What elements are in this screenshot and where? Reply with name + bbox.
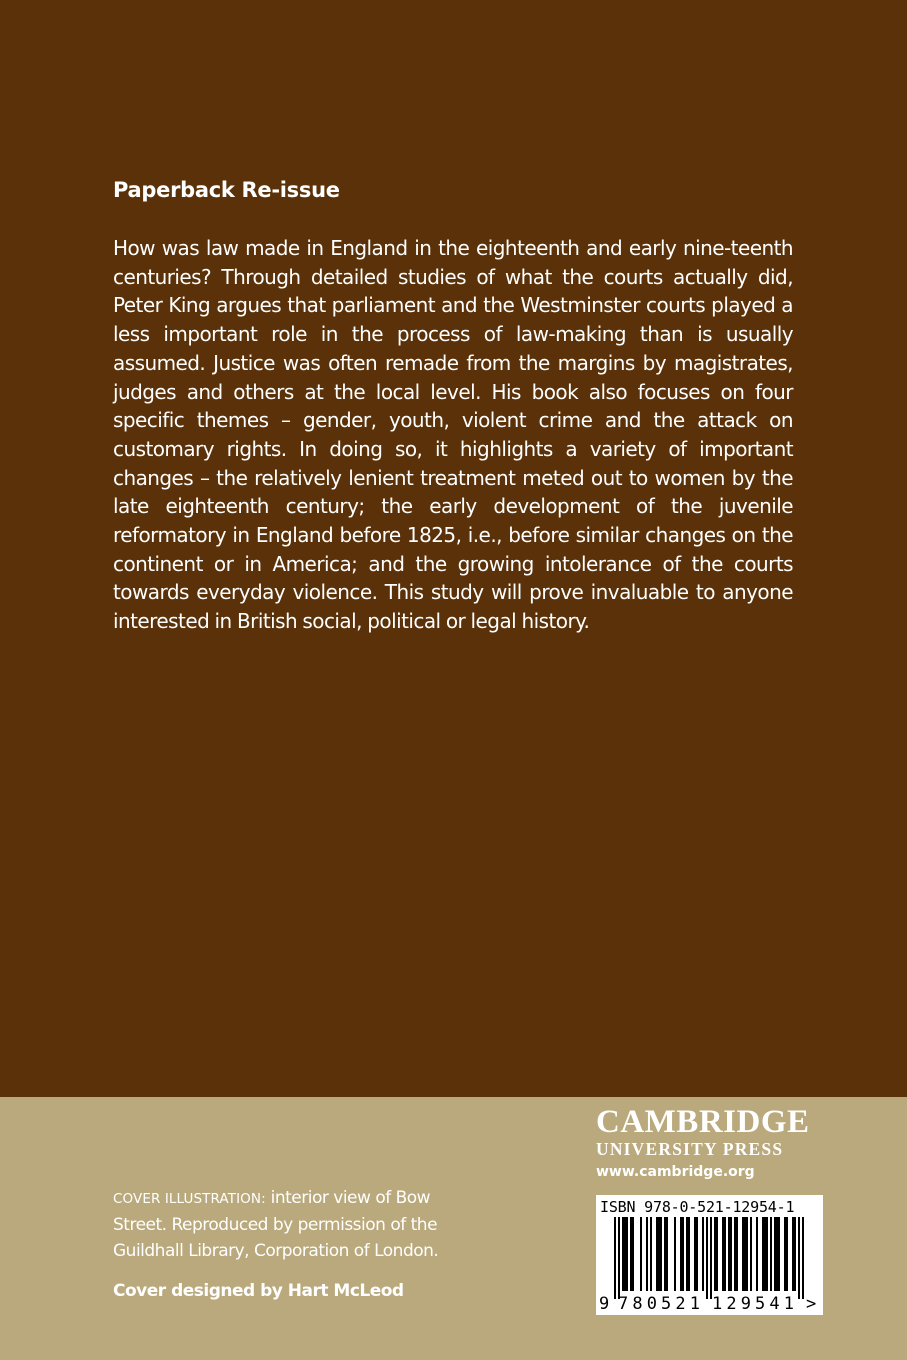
barcode-bar (710, 1217, 712, 1299)
barcode-bar (696, 1217, 698, 1291)
barcode-bars (614, 1217, 804, 1299)
barcode-arrow: > (806, 1294, 817, 1314)
cover-illustration-credit (113, 1185, 473, 1264)
barcode-bar (666, 1217, 668, 1291)
barcode-bar (742, 1217, 744, 1291)
barcode-bar (736, 1217, 738, 1291)
cover-designer-credit: Cover designed by Hart McLeod (113, 1281, 404, 1301)
barcode-digit-first: 9 (599, 1294, 610, 1314)
barcode-bar (614, 1217, 616, 1299)
cover-illustration-text: interior view of Bow Street. Reproduced by permission of the Guildhall Library, Corporation of London. (113, 1188, 439, 1261)
barcode-bar (632, 1217, 634, 1291)
barcode-bar (728, 1217, 730, 1291)
barcode-bar (756, 1217, 758, 1291)
publisher-url: www.cambridge.org (596, 1164, 755, 1180)
barcode-bar (724, 1217, 726, 1291)
barcode-bar (640, 1217, 642, 1291)
barcode-bar (624, 1217, 626, 1291)
barcode-bar (702, 1217, 704, 1291)
barcode-bar (766, 1217, 768, 1291)
barcode-bar (770, 1217, 772, 1291)
barcode-bar (680, 1217, 682, 1291)
barcode-bar (622, 1217, 624, 1291)
barcode-bar (682, 1217, 684, 1291)
barcode-bar (734, 1217, 736, 1291)
barcode-bar (722, 1217, 724, 1291)
isbn-barcode (596, 1195, 823, 1315)
barcode-bar (750, 1217, 752, 1291)
barcode-bar (778, 1217, 780, 1291)
isbn-number: ISBN 978-0-521-12954-1 (600, 1198, 795, 1216)
barcode-digits-left: 780521 (618, 1294, 700, 1314)
barcode-bar (658, 1217, 660, 1291)
barcode-bar (674, 1217, 676, 1291)
barcode-bar (716, 1217, 718, 1291)
barcode-bar (730, 1217, 732, 1291)
barcode-bar (746, 1217, 748, 1291)
barcode-bar (626, 1217, 628, 1291)
barcode-bar (764, 1217, 766, 1291)
cover-illustration-label: COVER ILLUSTRATION: (113, 1191, 266, 1207)
barcode-bar (774, 1217, 776, 1291)
barcode-bar (762, 1217, 764, 1291)
barcode-digits-right: 129541 (712, 1294, 794, 1314)
publisher-subtitle: UNIVERSITY PRESS (596, 1139, 784, 1159)
publisher-name: CAMBRIDGE (596, 1104, 810, 1140)
barcode-bar (630, 1217, 632, 1291)
barcode-bar (706, 1217, 708, 1299)
barcode-bar (802, 1217, 804, 1299)
barcode-bar (660, 1217, 662, 1291)
barcode-bar (776, 1217, 778, 1291)
reissue-heading: Paperback Re-issue (113, 178, 340, 202)
barcode-graphic (596, 1195, 823, 1315)
barcode-bar (646, 1217, 648, 1291)
barcode-bar (714, 1217, 716, 1291)
barcode-bar (656, 1217, 658, 1291)
barcode-bar (784, 1217, 786, 1291)
barcode-bar (694, 1217, 696, 1291)
barcode-bar (664, 1217, 666, 1291)
barcode-bar (618, 1217, 620, 1299)
barcode-bar (686, 1217, 688, 1291)
barcode-bar (688, 1217, 690, 1291)
barcode-bar (744, 1217, 746, 1291)
book-description: How was law made in England in the eighteenth and early nine-teenth centuries? Through detailed studies of what the courts actually did, Peter King argues that parliament and the Westminster courts played a less important role in the process of law-making than is usually assumed. Justice was often remade from the margins by magistrates, judges and others at the local level. His book also focuses on four specific themes – gender, youth, violent crime and the attack on customary rights. In doing so, it highlights a variety of important changes – the relatively lenient treatment meted out to women by the late eighteenth century; the early development of the juvenile reformatory in England before 1825, i.e., before similar changes on the continent or in America; and the growing intolerance of the courts towards everyday violence. This study will prove invaluable to anyone interested in British social, political or legal history. (113, 236, 793, 634)
barcode-bar (792, 1217, 794, 1291)
barcode-bar (786, 1217, 788, 1291)
barcode-bar (798, 1217, 800, 1299)
publisher-logo (596, 1105, 826, 1182)
barcode-bar (650, 1217, 652, 1291)
back-cover-footer-panel (0, 1097, 907, 1360)
barcode-bar (794, 1217, 796, 1291)
